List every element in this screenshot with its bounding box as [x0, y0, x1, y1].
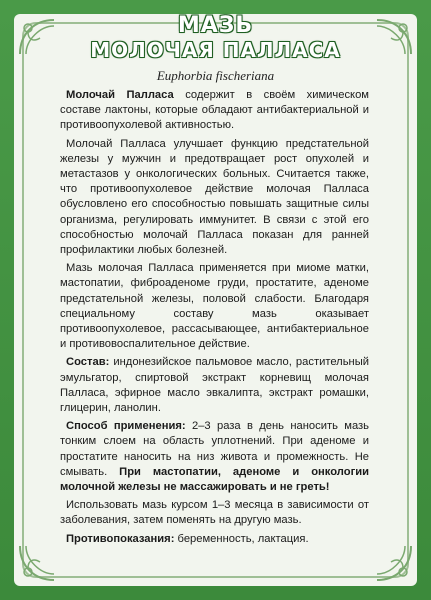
title-line-2: МОЛОЧАЯ ПАЛЛАСА — [90, 38, 341, 62]
intro-bold: Молочай Палласа — [66, 89, 174, 101]
contra-label: Противопоказания: — [66, 532, 175, 545]
paragraph-intro — [60, 88, 369, 134]
corner-ornament-icon — [16, 542, 58, 584]
usage-label: Способ применения: — [66, 420, 186, 433]
intro-text: содержит в своём химическом составе лактоны, которые обладают антибактериальной и противоопухолевой активностью. — [60, 89, 369, 132]
paragraph-indications: Мазь молочая Палласа применяется при миоме матки, мастопатии, фиброаденоме груди, простатите, аденоме предстательной железы, половой слабости. Благодаря специальному составу мазь оказывает противоопухолевое, рассасывающее, антибактериальное и противовоспалительное действие. — [60, 262, 369, 351]
composition-text: индонезийское пальмовое масло, растительный эмульгатор, спиртовой экстракт корневищ молочая Палласа, эфирное масло эвкалипта, экстракт ромашки, глицерин, ланолин. — [60, 356, 369, 415]
paragraph-effects: Молочай Палласа улучшает функцию предстательной железы у мужчин и предотвращает рост опухолей и метастазов у онкологических больных. Считается также, что противоопухолевое действие молочая Палласа обусловлено его способностью повышать защитные силы организма, регулировать иммунитет. В связи с этой его способностью молочай Палласа показан для ранней профилактики любых болезней. — [60, 137, 369, 257]
contra-text: беременность, лактация. — [174, 532, 309, 545]
paragraph-composition — [60, 355, 369, 416]
description-body — [60, 88, 369, 550]
usage-text: 2–3 раза в день наносить мазь тонким слоем на область уплотнений. При аденоме и простатите наносить на низ живота и промежность. Не смывать. — [60, 420, 369, 478]
title-block — [0, 14, 431, 62]
corner-ornament-icon — [373, 542, 415, 584]
usage-warning: При мастопатии, аденоме и онкологии молочной железы не массажировать и не греть! — [60, 465, 369, 494]
paragraph-course: Использовать мазь курсом 1–3 месяца в зависимости от заболевания, затем поменять на другую мазь. — [60, 499, 369, 527]
paragraph-usage — [60, 419, 369, 495]
paragraph-contraindications — [60, 532, 369, 547]
title-line-1: МАЗЬ — [177, 13, 254, 38]
latin-name: Euphorbia fischeriana — [156, 68, 275, 83]
composition-label: Состав: — [66, 356, 110, 369]
